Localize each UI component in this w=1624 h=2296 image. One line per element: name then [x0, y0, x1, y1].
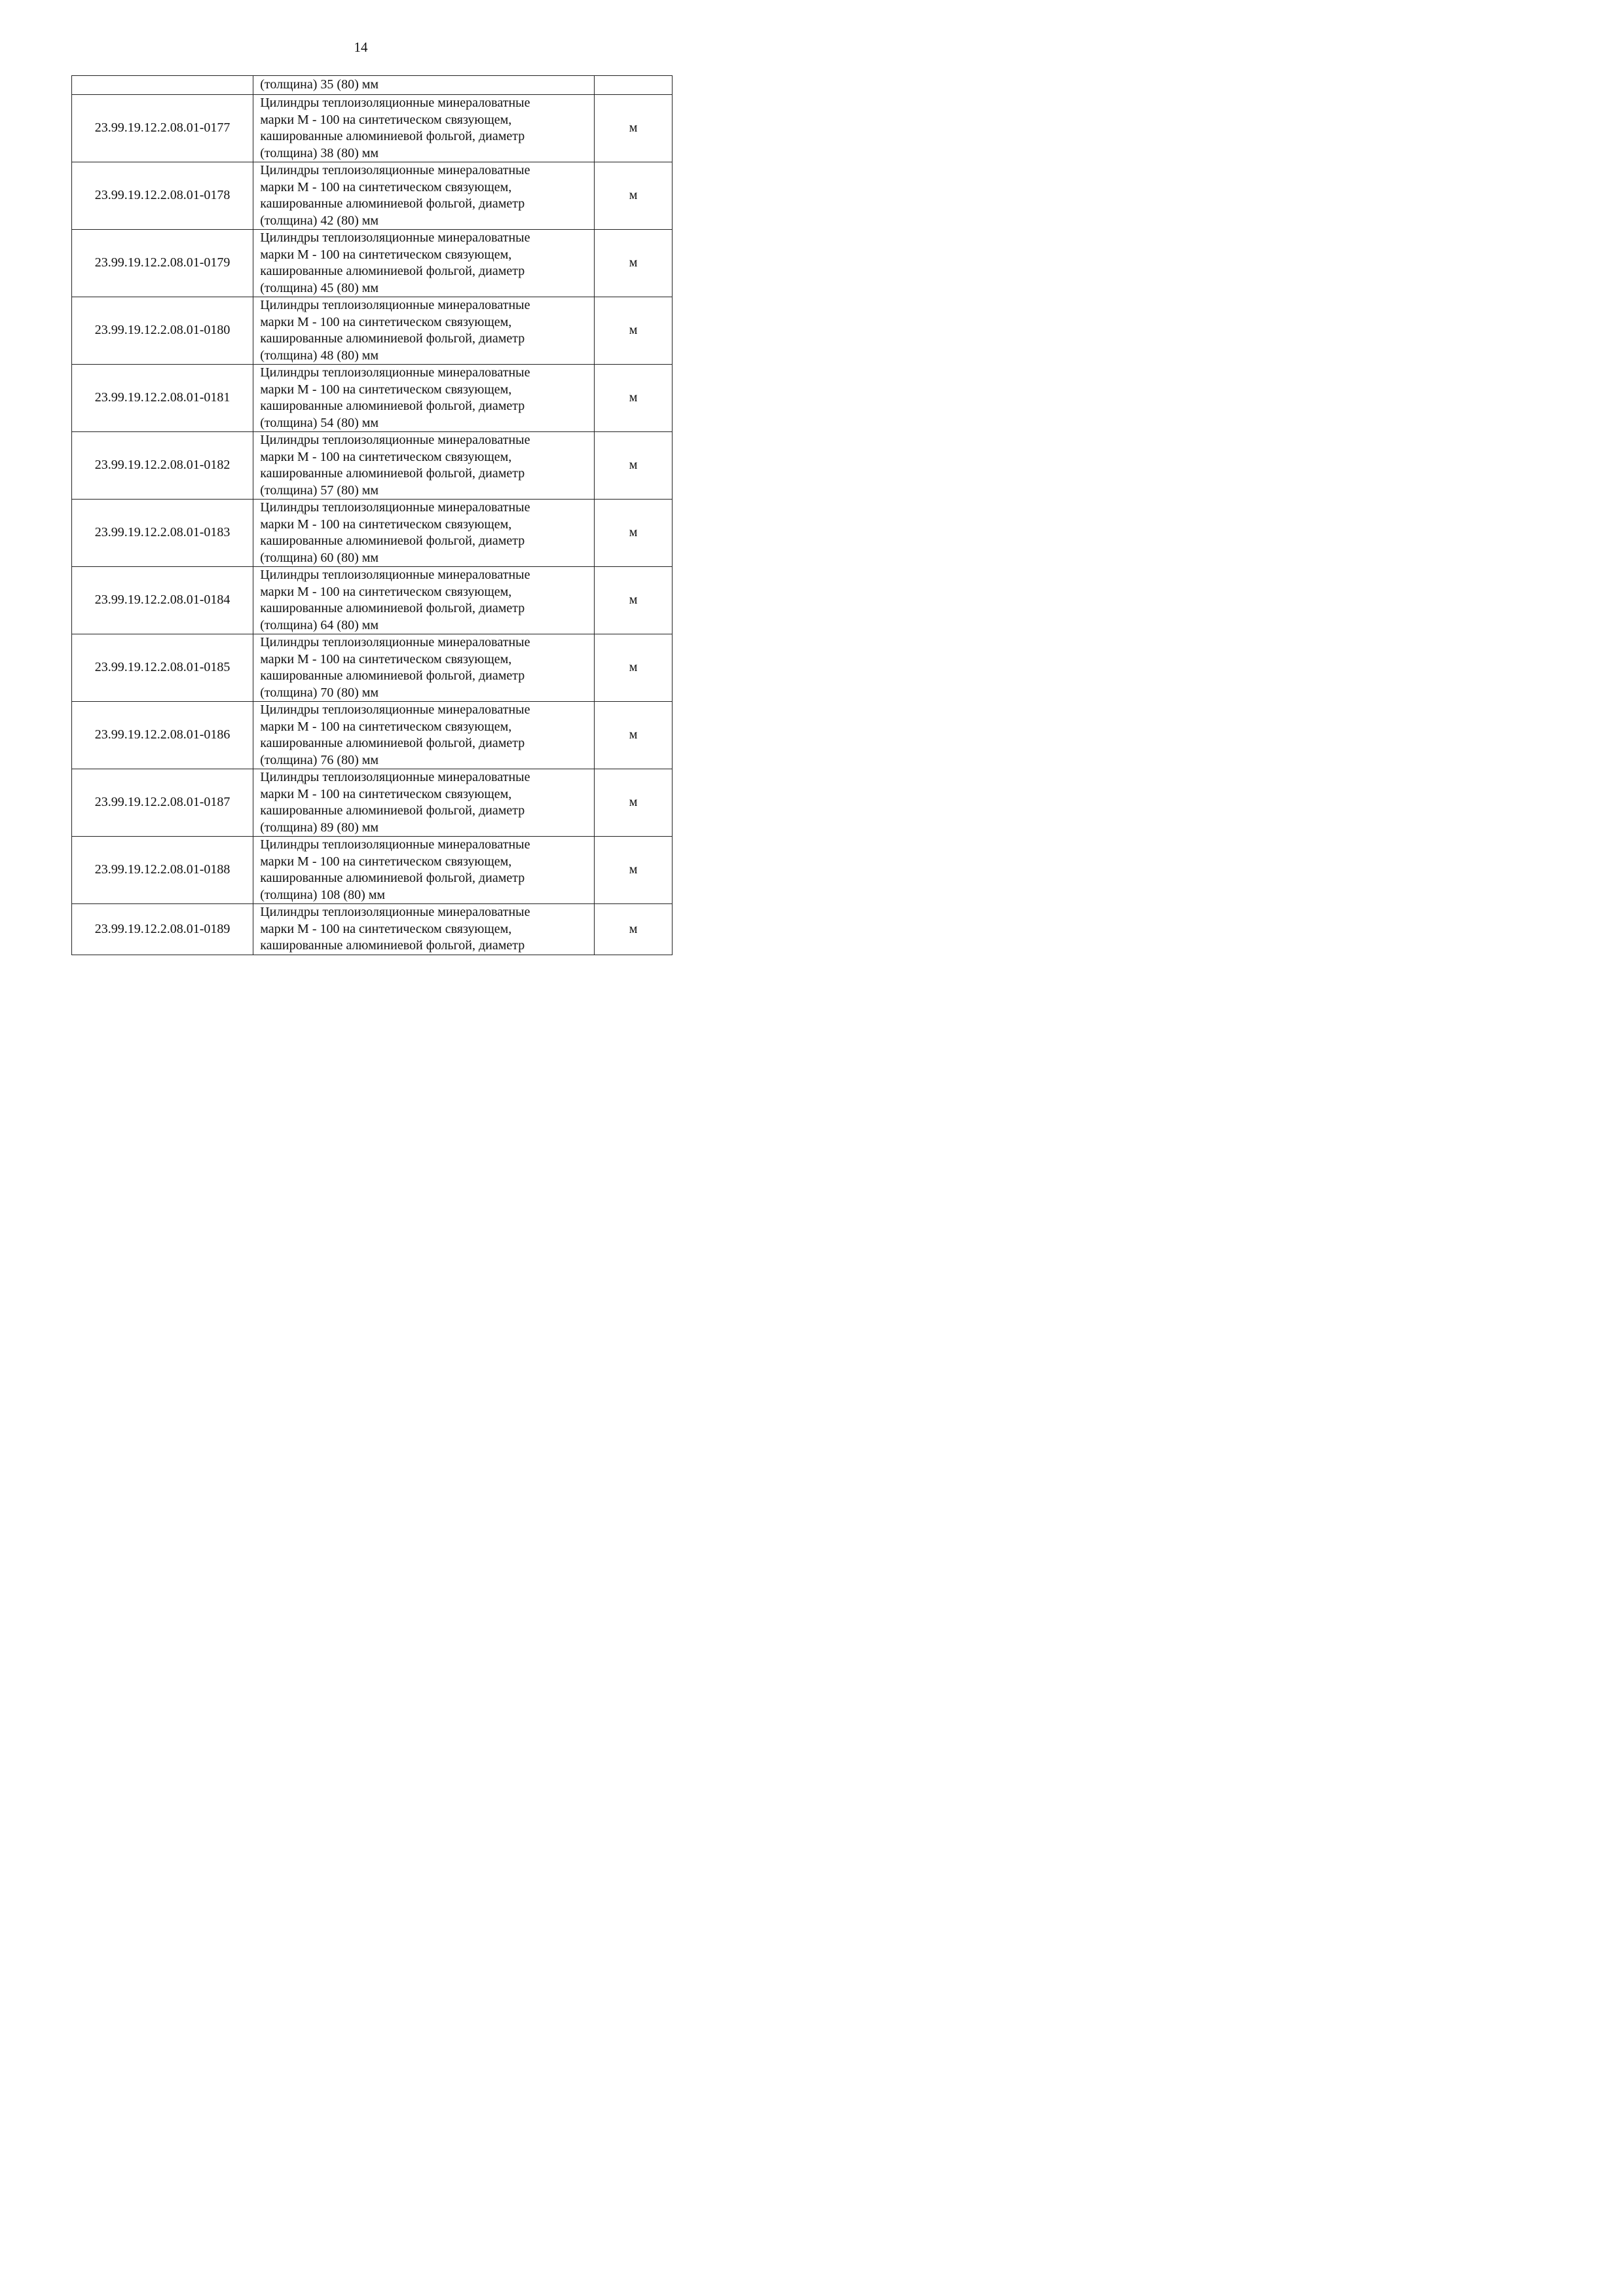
description-line: марки М - 100 на синтетическом связующем, [260, 449, 512, 464]
table-row [72, 702, 673, 769]
description-cell [253, 634, 595, 702]
unit-cell: м [595, 837, 673, 904]
unit-cell: м [595, 432, 673, 500]
table-row [72, 365, 673, 432]
code-cell: 23.99.19.12.2.08.01-0185 [72, 634, 253, 702]
code-cell [72, 76, 253, 95]
unit-cell: м [595, 95, 673, 162]
description-line: Цилиндры теплоизоляционные минераловатные [260, 635, 530, 649]
description-line: марки М - 100 на синтетическом связующем, [260, 854, 512, 869]
description-line: марки М - 100 на синтетическом связующем, [260, 584, 512, 599]
description-thickness-line: (толщина) 60 (80) мм [260, 550, 379, 565]
unit-cell: м [595, 702, 673, 769]
description-thickness-line: (толщина) 89 (80) мм [260, 820, 379, 835]
description-line: Цилиндры теплоизоляционные минераловатные [260, 96, 530, 110]
description-line: марки М - 100 на синтетическом связующем, [260, 921, 512, 936]
description-line: кашированные алюминиевой фольгой, диаметр [260, 736, 525, 750]
description-line: Цилиндры теплоизоляционные минераловатные [260, 433, 530, 447]
description-line: кашированные алюминиевой фольгой, диаметр [260, 534, 525, 548]
description-line: марки М - 100 на синтетическом связующем, [260, 112, 512, 127]
unit-cell: м [595, 297, 673, 365]
description-thickness-line: (толщина) 76 (80) мм [260, 752, 379, 767]
description-cell [253, 297, 595, 365]
description-cell [253, 769, 595, 837]
description-line: марки М - 100 на синтетическом связующем, [260, 382, 512, 397]
description-line: марки М - 100 на синтетическом связующем, [260, 651, 512, 666]
description-line: марки М - 100 на синтетическом связующем, [260, 179, 512, 194]
description-thickness-line: (толщина) 108 (80) мм [260, 887, 386, 902]
description-thickness-line: (толщина) 48 (80) мм [260, 348, 379, 363]
description-cell [253, 837, 595, 904]
description-line: кашированные алюминиевой фольгой, диаметр [260, 399, 525, 413]
unit-cell: м [595, 365, 673, 432]
table-row [72, 162, 673, 230]
description-line: Цилиндры теплоизоляционные минераловатные [260, 837, 530, 852]
description-cell: (толщина) 35 (80) мм [253, 76, 595, 95]
description-line: марки М - 100 на синтетическом связующем, [260, 786, 512, 801]
table-row [72, 634, 673, 702]
table-row [72, 837, 673, 904]
unit-cell: м [595, 500, 673, 567]
description-line: кашированные алюминиевой фольгой, диаметр [260, 938, 525, 953]
description-thickness-line: (толщина) 54 (80) мм [260, 415, 379, 430]
description-line: кашированные алюминиевой фольгой, диаметр [260, 601, 525, 615]
table-row [72, 567, 673, 634]
description-cell [253, 95, 595, 162]
description-line: Цилиндры теплоизоляционные минераловатные [260, 702, 530, 717]
description-line: марки М - 100 на синтетическом связующем, [260, 719, 512, 734]
description-line: кашированные алюминиевой фольгой, диаметр [260, 668, 525, 683]
description-cell [253, 365, 595, 432]
description-line: Цилиндры теплоизоляционные минераловатные [260, 365, 530, 380]
unit-cell: м [595, 769, 673, 837]
description-line: Цилиндры теплоизоляционные минераловатные [260, 568, 530, 582]
description-line: кашированные алюминиевой фольгой, диаметр [260, 264, 525, 278]
unit-cell: м [595, 567, 673, 634]
code-cell: 23.99.19.12.2.08.01-0181 [72, 365, 253, 432]
description-thickness-line: (толщина) 42 (80) мм [260, 213, 379, 228]
description-thickness-line: (толщина) 38 (80) мм [260, 145, 379, 160]
table-row [72, 230, 673, 297]
code-cell: 23.99.19.12.2.08.01-0189 [72, 904, 253, 955]
description-cell [253, 702, 595, 769]
description-line: кашированные алюминиевой фольгой, диаметр [260, 871, 525, 885]
code-cell: 23.99.19.12.2.08.01-0187 [72, 769, 253, 837]
table-row [72, 904, 673, 955]
unit-cell: м [595, 230, 673, 297]
code-cell: 23.99.19.12.2.08.01-0186 [72, 702, 253, 769]
page-number: 14 [354, 39, 368, 55]
code-cell: 23.99.19.12.2.08.01-0182 [72, 432, 253, 500]
description-cell [253, 162, 595, 230]
description-line: марки М - 100 на синтетическом связующем, [260, 314, 512, 329]
description-line: кашированные алюминиевой фольгой, диаметр [260, 129, 525, 143]
code-cell: 23.99.19.12.2.08.01-0183 [72, 500, 253, 567]
description-line: кашированные алюминиевой фольгой, диаметр [260, 196, 525, 211]
table-row [72, 500, 673, 567]
description-thickness-line: (толщина) 64 (80) мм [260, 617, 379, 632]
description-line: марки М - 100 на синтетическом связующем, [260, 247, 512, 262]
description-cell [253, 567, 595, 634]
table-row [72, 432, 673, 500]
table-row [72, 769, 673, 837]
description-line: кашированные алюминиевой фольгой, диаметр [260, 466, 525, 481]
unit-cell: м [595, 634, 673, 702]
table-row [72, 297, 673, 365]
description-line: Цилиндры теплоизоляционные минераловатные [260, 298, 530, 312]
code-cell: 23.99.19.12.2.08.01-0179 [72, 230, 253, 297]
description-thickness-line: (толщина) 57 (80) мм [260, 483, 379, 498]
description-line: Цилиндры теплоизоляционные минераловатные [260, 230, 530, 245]
unit-cell [595, 76, 673, 95]
description-line: марки М - 100 на синтетическом связующем, [260, 517, 512, 532]
unit-cell: м [595, 162, 673, 230]
description-thickness-line: (толщина) 70 (80) мм [260, 685, 379, 700]
code-cell: 23.99.19.12.2.08.01-0178 [72, 162, 253, 230]
resource-codes-table [71, 75, 673, 955]
code-cell: 23.99.19.12.2.08.01-0177 [72, 95, 253, 162]
unit-cell: м [595, 904, 673, 955]
description-cell [253, 432, 595, 500]
code-cell: 23.99.19.12.2.08.01-0188 [72, 837, 253, 904]
description-line: Цилиндры теплоизоляционные минераловатные [260, 163, 530, 177]
description-line: Цилиндры теплоизоляционные минераловатные [260, 500, 530, 515]
table-row [72, 95, 673, 162]
description-cell [253, 230, 595, 297]
description-line: Цилиндры теплоизоляционные минераловатные [260, 905, 530, 919]
description-cell [253, 500, 595, 567]
code-cell: 23.99.19.12.2.08.01-0184 [72, 567, 253, 634]
description-line: кашированные алюминиевой фольгой, диаметр [260, 803, 525, 818]
description-cell [253, 904, 595, 955]
description-line: кашированные алюминиевой фольгой, диаметр [260, 331, 525, 346]
description-thickness-line: (толщина) 45 (80) мм [260, 280, 379, 295]
description-line: Цилиндры теплоизоляционные минераловатные [260, 770, 530, 784]
table-row-continuation [72, 76, 673, 95]
code-cell: 23.99.19.12.2.08.01-0180 [72, 297, 253, 365]
